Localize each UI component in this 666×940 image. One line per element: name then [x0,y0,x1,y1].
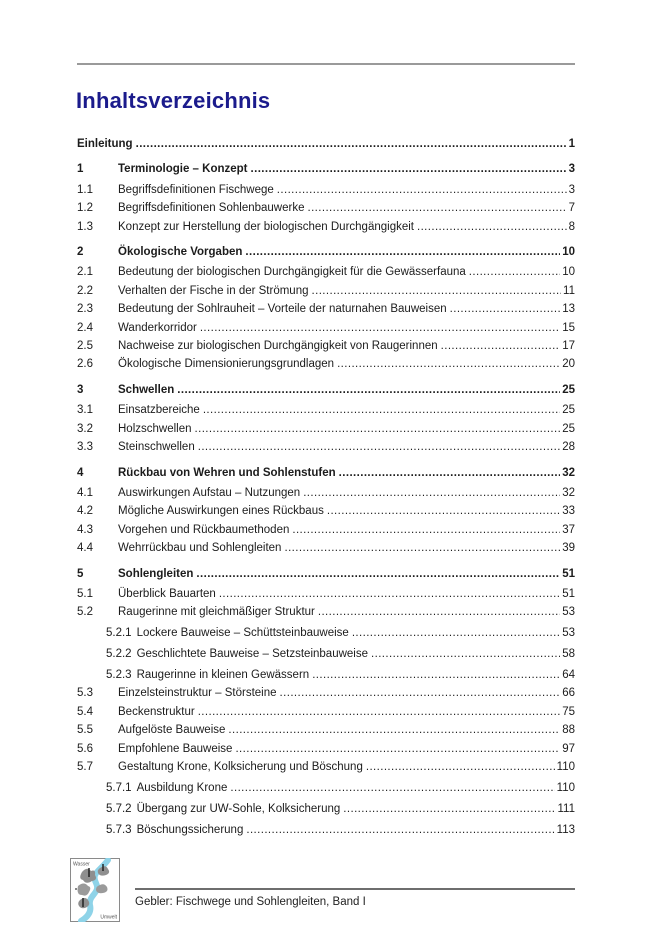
footer-citation: Gebler: Fischwege und Sohlengleiten, Band I [135,896,366,908]
toc-entry-number: 2.2 [77,284,93,297]
toc-entry-number: 5.2.2 [106,648,132,661]
toc-entry[interactable] [77,263,575,281]
dot-leader [366,758,555,776]
dot-leader [417,218,567,236]
toc-entry-label: Einleitung [77,138,133,150]
dot-leader [195,420,561,438]
toc-entry-number: 4 [77,466,84,479]
dot-leader [136,135,567,153]
toc-entry-number: 5.3 [77,687,93,700]
toc-entry-number: 5.6 [77,742,93,755]
footer-rule [135,888,575,890]
toc-entry[interactable] [77,464,575,482]
toc-entry[interactable] [77,800,575,818]
toc-entry[interactable] [77,181,575,199]
toc-entry-page: 13 [562,303,575,316]
toc-entry-number: 1.2 [77,202,93,215]
toc-entry-label: Begriffsdefinitionen Fischwege [118,183,274,196]
toc-entry-number: 5.2.1 [106,627,132,640]
toc-entry[interactable] [77,243,575,261]
toc-entry-label: Rückbau von Wehren und Sohlenstufen [118,466,336,479]
dot-leader [303,484,560,502]
toc-entry-page: 110 [556,761,575,774]
toc-entry-number: 2.4 [77,321,93,334]
toc-entry-page: 64 [562,669,575,682]
toc-entry-number: 4.2 [77,505,93,518]
dot-leader [343,800,555,818]
toc-entry-number: 5.7.3 [106,823,132,836]
toc-entry[interactable] [77,585,575,603]
toc-entry-label: Einzelsteinstruktur – Störsteine [118,687,277,700]
toc-entry-page: 32 [562,486,575,499]
toc-entry-label: Terminologie – Konzept [118,163,248,176]
toc-entry-label: Holzschwellen [118,422,192,435]
toc-entry-label: Ökologische Dimensionierungsgrundlagen [118,358,335,371]
toc-entry-page: 51 [562,567,575,580]
toc-entry-number: 5 [77,567,84,580]
toc-entry-number: 5.4 [77,705,93,718]
toc-entry-number: 3 [77,383,84,396]
toc-entry[interactable] [77,565,575,583]
toc-entry[interactable] [77,821,575,839]
toc-entry-page: 7 [568,202,575,215]
dot-leader [196,565,560,583]
toc-entry-number: 3.3 [77,441,93,454]
dot-leader [441,337,561,355]
toc-entry[interactable] [77,666,575,684]
dot-leader [280,684,561,702]
dot-leader [235,740,560,758]
toc-entry-page: 3 [568,163,575,176]
toc-entry[interactable] [77,740,575,758]
toc-entry-page: 15 [562,321,575,334]
dot-leader [219,585,560,603]
dot-leader [177,381,560,399]
toc-entry-number: 2.1 [77,266,93,279]
toc-entry-number: 4.4 [77,542,93,555]
toc-entry-page: 97 [562,742,575,755]
toc-entry[interactable] [77,521,575,539]
toc-entry[interactable] [77,160,575,178]
toc-entry-label: Konzept zur Herstellung der biologischen Durchgängigkeit [118,220,414,233]
logo-text-top: Wasser [73,861,90,868]
dot-leader [352,624,560,642]
dot-leader [312,282,562,300]
toc-entry[interactable] [77,218,575,236]
dot-leader [337,355,560,373]
toc-entry-page: 17 [562,340,575,353]
toc-entry-number: 1.3 [77,220,93,233]
toc-entry-page: 51 [562,587,575,600]
toc-entry-number: 5.7 [77,761,93,774]
toc-entry-label: Beckenstruktur [118,705,195,718]
toc-entry-number: 5.7.1 [106,782,132,794]
toc-entry[interactable] [77,420,575,438]
toc-entry-label: Raugerinne in kleinen Gewässern [136,669,310,682]
toc-entry-number: 1.1 [77,183,93,196]
toc-entry-number: 2.3 [77,303,93,316]
toc-entry[interactable] [77,199,575,217]
toc-entry-number: 5.2.3 [106,669,132,682]
toc-entry-label: Vorgehen und Rückbaumethoden [118,523,290,536]
toc-entry-number: 2 [77,246,84,259]
toc-entry-label: Auswirkungen Aufstau – Nutzungen [118,486,301,499]
toc-entry-label: Bedeutung der biologischen Durchgängigkeit für die Gewässerfauna [118,266,466,279]
toc-entry-number: 3.2 [77,422,93,435]
dot-leader [318,603,560,621]
toc-entry-page: 1 [568,138,575,150]
dot-leader [198,703,561,721]
toc-entry-number: 4.1 [77,486,93,499]
toc-entry-number: 5.5 [77,724,93,737]
toc-entry[interactable] [77,539,575,557]
toc-entry-label: Übergang zur UW-Sohle, Kolksicherung [136,802,341,815]
dot-leader [339,464,561,482]
toc-entry[interactable] [77,645,575,663]
toc-entry-label: Begriffsdefinitionen Sohlenbauwerke [118,202,305,215]
dot-leader [371,645,560,663]
dot-leader [450,300,561,318]
toc-entry-label: Raugerinne mit gleichmäßiger Struktur [118,606,315,619]
toc-entry-page: 32 [562,466,575,479]
toc-entry-label: Steinschwellen [118,441,195,454]
toc-entry-page: 10 [562,246,575,259]
toc-entry-number: 1 [77,163,84,176]
toc-entry-label: Empfohlene Bauweise [118,742,233,755]
toc-entry-label: Aufgelöste Bauweise [118,724,226,737]
toc-entry[interactable] [77,401,575,419]
dot-leader [307,199,566,217]
dot-leader [245,243,560,261]
toc-entry[interactable] [77,684,575,702]
toc-entry-page: 11 [563,284,575,297]
toc-entry-page: 25 [562,383,575,396]
toc-entry-label: Mögliche Auswirkungen eines Rückbaus [118,505,324,518]
toc-entry[interactable] [77,721,575,739]
dot-leader [327,502,560,520]
toc-entry-page: 53 [562,606,575,619]
toc-entry[interactable] [77,438,575,456]
toc-list [77,128,575,839]
dot-leader [228,721,560,739]
toc-entry-number: 4.3 [77,523,93,536]
toc-entry-number: 5.7.2 [106,802,132,815]
water-environment-logo [70,858,120,922]
toc-entry[interactable] [77,300,575,318]
logo-text-bottom: Umwelt [100,914,117,921]
toc-entry[interactable] [77,381,575,399]
toc-entry-page: 39 [562,542,575,555]
toc-entry[interactable] [77,282,575,300]
dot-leader [284,539,560,557]
dot-leader [277,181,567,199]
toc-entry-label: Ökologische Vorgaben [118,246,243,259]
dot-leader [198,438,560,456]
toc-entry-label: Wanderkorridor [118,321,197,334]
toc-entry-label: Sohlengleiten [118,567,194,580]
toc-entry[interactable] [77,603,575,621]
dot-leader [203,401,560,419]
dot-leader [469,263,560,281]
toc-entry-page: 53 [562,627,575,640]
toc-entry-label: Überblick Bauarten [118,587,216,600]
dot-leader [230,779,554,797]
toc-entry-page: 75 [562,705,575,718]
toc-entry-page: 37 [562,523,575,536]
toc-entry-page: 25 [562,404,575,417]
toc-entry-number: 3.1 [77,404,93,417]
logo-icon [70,858,120,922]
toc-entry-page: 28 [562,441,575,454]
toc-entry-label: Böschungssicherung [136,823,244,836]
toc-entry-page: 10 [562,266,575,279]
toc-entry-page: 3 [568,183,575,196]
toc-entry[interactable] [77,779,575,797]
toc-entry[interactable] [77,703,575,721]
toc-entry-page: 33 [562,505,575,518]
toc-entry-page: 111 [557,802,575,815]
toc-entry-page: 8 [568,220,575,233]
toc-entry-number: 2.6 [77,358,93,371]
toc-entry-number: 5.2 [77,606,93,619]
toc-entry-page: 88 [562,724,575,737]
toc-entry-number: 2.5 [77,340,93,353]
toc-entry-label: Gestaltung Krone, Kolksicherung und Böschung [118,761,363,774]
dot-leader [312,666,560,684]
toc-entry-page: 20 [562,358,575,371]
toc-entry-label: Lockere Bauweise – Schüttsteinbauweise [136,627,349,640]
toc-entry-page: 25 [562,422,575,435]
toc-entry-label: Bedeutung der Sohlrauheit – Vorteile der naturnahen Bauweisen [118,303,447,316]
toc-entry[interactable] [77,355,575,373]
page-title: Inhaltsverzeichnis [76,88,271,113]
toc-entry-label: Wehrrückbau und Sohlengleiten [118,542,282,555]
toc-entry-label: Ausbildung Krone [136,782,228,794]
toc-entry-label: Geschlichtete Bauweise – Setzsteinbauweise [136,648,368,661]
toc-entry-label: Nachweise zur biologischen Durchgängigkeit von Raugerinnen [118,340,438,353]
toc-entry[interactable] [77,319,575,337]
toc-entry[interactable] [77,502,575,520]
toc-entry[interactable] [77,484,575,502]
dot-leader [246,821,554,839]
toc-entry-page: 110 [556,782,575,794]
toc-entry-page: 58 [562,648,575,661]
toc-entry-page: 113 [556,823,575,836]
toc-entry-page: 66 [562,687,575,700]
toc-entry-label: Einsatzbereiche [118,404,200,417]
toc-entry[interactable] [77,337,575,355]
toc-entry[interactable] [77,135,575,153]
header-rule [77,63,575,65]
toc-entry[interactable] [77,758,575,776]
dot-leader [200,319,560,337]
dot-leader [251,160,567,178]
toc-entry-number: 5.1 [77,587,93,600]
toc-entry-label: Verhalten der Fische in der Strömung [118,284,309,297]
toc-entry[interactable] [77,624,575,642]
toc-entry-label: Schwellen [118,383,175,396]
dot-leader [292,521,560,539]
